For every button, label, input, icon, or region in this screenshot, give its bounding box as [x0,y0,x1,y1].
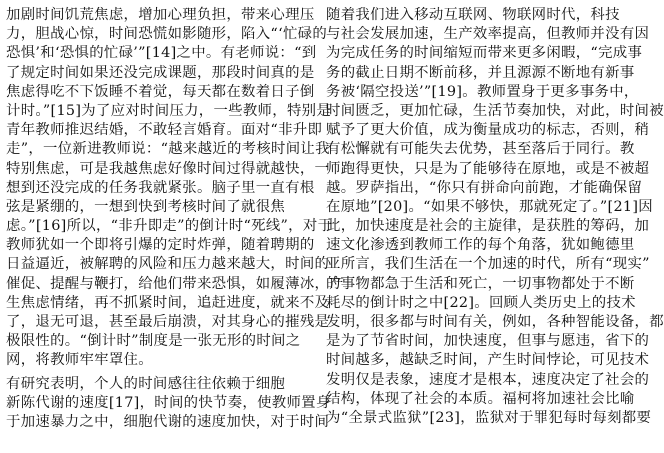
text-line: 新陈代谢的速度[17]，时间的快节奏，使教师置身 [6,394,331,411]
text-line: 发明仅是表象，速度才是根本，速度决定了社会的 [326,371,650,388]
text-line: 恐惧’和‘恐惧的忙碌’”[14]之中。有老师说：“到 [6,45,317,62]
text-line: 发明，很多都与时间有关，例如，各种智能设备，都 [326,314,664,330]
text-line: 师跑得更快，只是为了能够待在原地，或是不被超 [326,160,650,177]
text-line: 在原地”[20]。“如果不够快，那就死定了。”[21]因 [326,198,653,215]
text-line: 务的截止日期不断前移，并且源源不断地有新事 [326,64,635,81]
text-line: 走”，一位新进教师说：“越来越近的考核时间让我 [6,141,330,158]
text-line: 了规定时间如果还没完成课题，那段时间真的是 [6,64,315,81]
text-line: 于加速暴力之中，细胞代谢的速度加快，对于时间 [6,413,330,430]
left-text-column [6,6,344,432]
text-line: 极限性的。“倒计时”制度是一张无形的时间之 [6,333,301,350]
text-line: 有松懈就有可能失去优势，甚至落后于同行。教 [326,141,635,158]
text-line: 赋予了更大价值，成为衡量成功的标志，否则，稍 [326,122,650,139]
text-line: 结构，体现了社会的本质。福柯将加速社会比喻 [326,390,635,407]
text-line: 速文化渗透到教师工作的每个角落，犹如鲍德里 [326,237,635,254]
text-line: 务被‘隔空投送’”[19]。教师置身于更多事务中， [326,83,639,100]
text-line: 时间越多，越缺乏时间，产生时间悖论，可见技术 [326,352,650,369]
text-line: 焦虑得吃不下饭睡不着觉，每天都在数着日子倒 [6,83,315,100]
text-line: 随着我们进入移动互联网、物联网时代，科技 [326,7,620,23]
text-line: 弦是紧绷的，一想到快到考核时间了就很焦 [6,198,286,215]
text-line: 为“全景式监狱”[23]，监狱对于罪犯每时每刻都要 [326,409,652,426]
text-line: 网，将教师牢牢罩住。 [6,352,153,369]
text-line: 了，退无可退，甚至最后崩溃，对其身心的摧残是 [6,314,330,330]
text-line: 教师犹如一个即将引爆的定时炸弹，随着聘期的 [6,237,315,254]
text-line: 想到还没完成的任务我就紧张。脑子里一直有根 [6,179,315,196]
text-line: 为完成任务的时间缩短而带来更多闲暇，“完成事 [326,45,643,62]
text-line: 耗尽的倒计时之中[22]。回顾人类历史上的技术 [326,294,636,311]
text-line: 有研究表明，个人的时间感往往依赖于细胞 [6,375,286,392]
text-line: 虑。”[16]所以，“非升即走”的倒计时“死线”，对于 [6,218,333,235]
text-line: 的事物都急于生活和死亡，一切事物都处于不断 [326,275,635,292]
text-line: 日益逼近，被解聘的风险和压力越来越大，时间的 [6,256,330,273]
text-line: 青年教师推迟结婚，不敢轻言婚育。面对“非升即 [6,122,323,139]
text-line: 力，胆战心惊，时间恐慌如影随形，陷入“‘忙碌的 [6,26,328,43]
text-line: 时间匮乏，更加忙碌，生活节奏加快，对此，时间被 [326,102,664,119]
right-text-column [326,6,664,428]
text-line: 计时。”[15]为了应对时间压力，一些教师，特别是 [6,102,332,119]
text-line: 生焦虑情绪，再不抓紧时间，追赶进度，就来不及 [6,294,330,311]
text-line: 是为了节省时间，加快速度，但事与愿违，省下的 [326,333,650,350]
text-line: 与社会发展加速，生产效率提高，但教师并没有因 [326,26,650,43]
text-line: 催促、提醒与鞭打，给他们带来恐惧，如履薄冰，产 [6,275,344,292]
text-line: 特别焦虑，可是我越焦虑好像时间过得就越快，一 [6,160,330,177]
text-line: 越。罗萨指出，“你只有拼命向前跑，才能确保留 [326,179,643,196]
text-line: 此，加快速度是社会的主旋律，是获胜的筹码，加 [326,218,650,235]
text-line: 亚所言，我们生活在一个加速的时代，所有“现实” [326,256,650,273]
text-line: 加剧时间饥荒焦虑，增加心理负担，带来心理压 [6,7,315,23]
